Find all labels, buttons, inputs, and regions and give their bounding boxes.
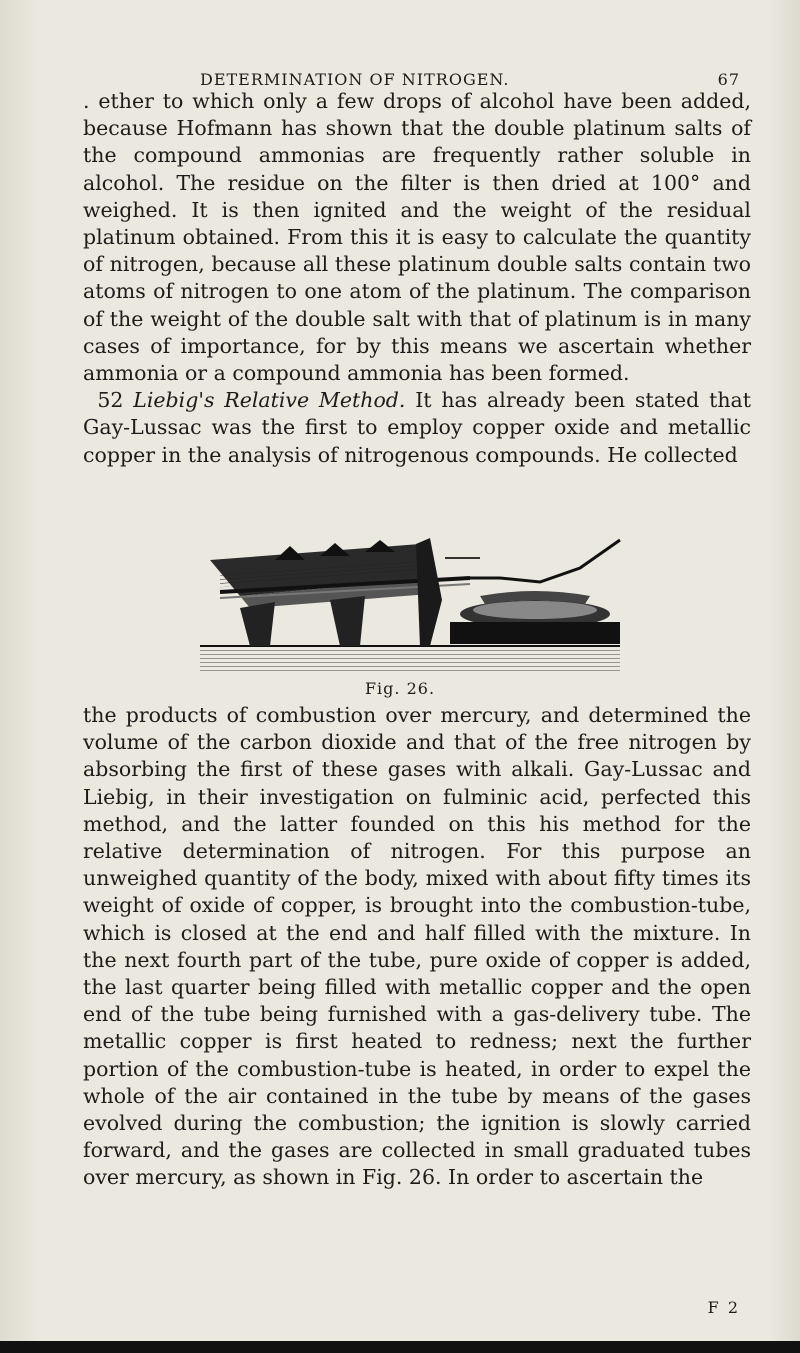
- paragraph-1: . ether to which only a few drops of alcohol have been added, because Hofmann has shown that the double platinum salts of the compound ammonias are frequently rather soluble in alcohol. The residue on the filter is then dried at 100° and weighed. It is then ignited and the weight of the residual platinum obtained. From this it is easy to calculate the quantity of nitrogen, because all these platinum double salts contain two atoms of nitrogen to one atom of the platinum. The comparison of the weight of the double salt with that of platinum is in many cases of importance, for by this means we ascertain whether ammonia or a compound ammonia has been formed.: [83, 89, 751, 386]
- figure-caption: Fig. 26.: [364, 679, 436, 698]
- page-number: 67: [717, 70, 740, 89]
- furnace-leg-right: [330, 596, 365, 646]
- body-text-bottom: [83, 702, 751, 1192]
- paragraph-2: [83, 387, 751, 469]
- paragraph-2-text: It has already been stated that Gay-Lussac was the first to employ copper oxide and metallic copper in the analysis of nitrogenous compounds. He collected: [83, 388, 751, 467]
- furnace-leg-left: [240, 602, 275, 646]
- paragraph-3: the products of combustion over mercury, and determined the volume of the carbon dioxide and that of the free nitrogen by absorbing the first of these gases with alkali. Gay-Lussac and Liebig, in their investigation on fulminic acid, perfected this method, and the latter founded on this his method for the relative determination of nitrogen. For this purpose an unweighed quantity of the body, mixed with about fifty times its weight of oxide of copper, is brought into the combustion-tube, which is closed at the end and half filled with the mixture. In the next fourth part of the tube, pure oxide of copper is added, the last quarter being filled with metallic copper and the open end of the tube being furnished with a gas-delivery tube. The metallic copper is first heated to redness; next the further portion of the combustion-tube is heated, in order to expel the whole of the air contained in the tube by means of the gases evolved during the combustion; the ignition is slowly carried forward, and the gases are collected in small graduated tubes over mercury, as shown in Fig. 26. In order to ascertain the: [83, 703, 751, 1190]
- section-title: Liebig's Relative Method.: [133, 388, 406, 413]
- trough-base: [200, 646, 620, 674]
- section-number: 52: [97, 388, 124, 413]
- combustion-apparatus-figure: [180, 538, 645, 678]
- running-title: DETERMINATION OF NITROGEN.: [200, 70, 510, 89]
- body-text-top: [83, 88, 751, 469]
- gas-delivery-tube: [470, 540, 620, 582]
- page-bottom-edge: [0, 1341, 800, 1353]
- signature-mark: F 2: [707, 1298, 740, 1317]
